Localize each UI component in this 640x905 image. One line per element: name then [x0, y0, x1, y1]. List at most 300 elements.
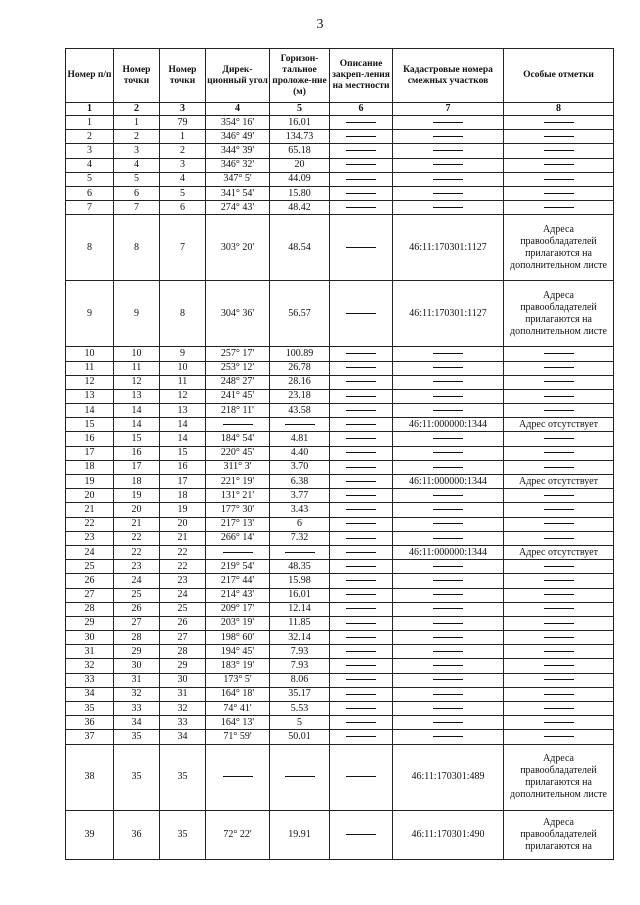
column-number: 1 — [66, 103, 114, 116]
notes-cell — [504, 716, 614, 730]
point-from-cell: 22 — [114, 545, 160, 559]
marking-cell — [330, 560, 393, 574]
point-to-cell: 13 — [160, 404, 206, 418]
point-to-cell: 10 — [160, 361, 206, 375]
notes-cell — [504, 645, 614, 659]
row-number-cell: 13 — [66, 389, 114, 403]
point-from-cell: 20 — [114, 503, 160, 517]
point-from-cell: 14 — [114, 418, 160, 432]
point-from-cell: 14 — [114, 404, 160, 418]
cadastral-number-cell — [393, 631, 504, 645]
notes-cell — [504, 130, 614, 144]
dash-mark — [433, 467, 463, 468]
dash-mark — [544, 722, 574, 723]
row-number-cell: 23 — [66, 531, 114, 545]
marking-cell — [330, 588, 393, 602]
bearing-cell: 217° 13' — [206, 517, 270, 531]
dash-mark — [346, 651, 376, 652]
page-number: 3 — [316, 17, 324, 32]
cadastral-number-cell: 46:11:000000:1344 — [393, 545, 504, 559]
marking-cell — [330, 673, 393, 687]
dash-mark — [346, 608, 376, 609]
table-row — [66, 702, 614, 716]
dash-mark — [544, 193, 574, 194]
bearing-cell: 219° 54' — [206, 560, 270, 574]
dash-mark — [346, 381, 376, 382]
dash-mark — [346, 523, 376, 524]
point-from-cell: 33 — [114, 702, 160, 716]
bearing-cell: 347° 5' — [206, 172, 270, 186]
row-number-cell: 2 — [66, 130, 114, 144]
distance-cell: 28.16 — [270, 375, 330, 389]
table-row — [66, 130, 614, 144]
column-number-row — [66, 103, 614, 116]
row-number-cell: 7 — [66, 201, 114, 215]
cadastral-number-cell — [393, 186, 504, 200]
row-number-cell: 6 — [66, 186, 114, 200]
bearing-cell: 266° 14' — [206, 531, 270, 545]
notes-cell — [504, 389, 614, 403]
distance-cell: 3.77 — [270, 489, 330, 503]
bearing-cell: 253° 12' — [206, 361, 270, 375]
cadastral-number-cell: 46:11:000000:1344 — [393, 418, 504, 432]
cadastral-number-cell — [393, 347, 504, 361]
cadastral-number-cell — [393, 645, 504, 659]
dash-mark — [346, 580, 376, 581]
header-cell: Горизон-тальное проложе-ние (м) — [270, 49, 330, 103]
point-to-cell: 79 — [160, 116, 206, 130]
dash-mark — [346, 665, 376, 666]
bearing-cell: 241° 45' — [206, 389, 270, 403]
row-number-cell: 5 — [66, 172, 114, 186]
point-to-cell: 22 — [160, 560, 206, 574]
column-number: 3 — [160, 103, 206, 116]
dash-mark — [346, 623, 376, 624]
cadastral-number-cell — [393, 560, 504, 574]
table-row — [66, 545, 614, 559]
marking-cell — [330, 375, 393, 389]
dash-mark — [433, 367, 463, 368]
row-number-cell: 22 — [66, 517, 114, 531]
table-row — [66, 602, 614, 616]
marking-cell — [330, 347, 393, 361]
notes-cell — [504, 172, 614, 186]
cadastral-number-cell — [393, 116, 504, 130]
distance-cell — [270, 545, 330, 559]
point-to-cell: 2 — [160, 144, 206, 158]
point-to-cell: 5 — [160, 186, 206, 200]
bearing-cell: 72° 22' — [206, 810, 270, 859]
distance-cell: 100.89 — [270, 347, 330, 361]
distance-cell: 65.18 — [270, 144, 330, 158]
point-to-cell: 29 — [160, 659, 206, 673]
cadastral-number-cell — [393, 602, 504, 616]
dash-mark — [433, 665, 463, 666]
point-to-cell: 1 — [160, 130, 206, 144]
dash-mark — [433, 580, 463, 581]
row-number-cell: 31 — [66, 645, 114, 659]
marking-cell — [330, 460, 393, 474]
marking-cell — [330, 158, 393, 172]
dash-mark — [544, 708, 574, 709]
dash-mark — [433, 179, 463, 180]
bearing-cell: 354° 16' — [206, 116, 270, 130]
point-from-cell: 19 — [114, 489, 160, 503]
dash-mark — [433, 122, 463, 123]
dash-mark — [544, 136, 574, 137]
distance-cell: 50.01 — [270, 730, 330, 744]
marking-cell — [330, 545, 393, 559]
point-from-cell: 17 — [114, 460, 160, 474]
bearing-cell — [206, 418, 270, 432]
row-number-cell: 36 — [66, 716, 114, 730]
point-to-cell: 30 — [160, 673, 206, 687]
point-to-cell: 24 — [160, 588, 206, 602]
cadastral-number-cell — [393, 144, 504, 158]
distance-cell: 5 — [270, 716, 330, 730]
table-row — [66, 144, 614, 158]
cadastral-number-cell — [393, 659, 504, 673]
notes-cell — [504, 517, 614, 531]
distance-cell: 20 — [270, 158, 330, 172]
bearing-cell: 346° 49' — [206, 130, 270, 144]
distance-cell: 5.53 — [270, 702, 330, 716]
dash-mark — [544, 207, 574, 208]
marking-cell — [330, 616, 393, 630]
point-to-cell: 16 — [160, 460, 206, 474]
distance-cell: 16.01 — [270, 588, 330, 602]
row-number-cell: 24 — [66, 545, 114, 559]
distance-cell: 48.42 — [270, 201, 330, 215]
row-number-cell: 12 — [66, 375, 114, 389]
dash-mark — [433, 193, 463, 194]
point-to-cell: 34 — [160, 730, 206, 744]
point-to-cell: 8 — [160, 281, 206, 347]
marking-cell — [330, 172, 393, 186]
distance-cell: 23.18 — [270, 389, 330, 403]
bearing-cell: 203° 19' — [206, 616, 270, 630]
cadastral-number-cell — [393, 574, 504, 588]
header-cell: Номер п/п — [66, 49, 114, 103]
point-from-cell: 1 — [114, 116, 160, 130]
point-from-cell: 7 — [114, 201, 160, 215]
table-row — [66, 460, 614, 474]
row-number-cell: 8 — [66, 215, 114, 281]
cadastral-number-cell — [393, 389, 504, 403]
bearing-cell: 220° 45' — [206, 446, 270, 460]
distance-cell: 15.80 — [270, 186, 330, 200]
marking-cell — [330, 404, 393, 418]
point-from-cell: 6 — [114, 186, 160, 200]
notes-cell — [504, 361, 614, 375]
bearing-cell: 198° 60' — [206, 631, 270, 645]
table-row — [66, 361, 614, 375]
dash-mark — [433, 694, 463, 695]
cadastral-number-cell — [393, 460, 504, 474]
header-cell: Кадастровые номера смежных участков — [393, 49, 504, 103]
marking-cell — [330, 201, 393, 215]
notes-cell — [504, 673, 614, 687]
dash-mark — [544, 467, 574, 468]
table-row — [66, 673, 614, 687]
table-row — [66, 281, 614, 347]
dash-mark — [544, 410, 574, 411]
point-to-cell: 3 — [160, 158, 206, 172]
cadastral-number-cell — [393, 531, 504, 545]
point-to-cell: 26 — [160, 616, 206, 630]
row-number-cell: 18 — [66, 460, 114, 474]
dash-mark — [346, 438, 376, 439]
row-number-cell: 15 — [66, 418, 114, 432]
dash-mark — [544, 623, 574, 624]
dash-mark — [346, 594, 376, 595]
dash-mark — [433, 353, 463, 354]
marking-cell — [330, 130, 393, 144]
table-row — [66, 475, 614, 489]
header-cell: Номер точки — [114, 49, 160, 103]
dash-mark — [346, 396, 376, 397]
cadastral-number-cell — [393, 687, 504, 701]
row-number-cell: 35 — [66, 702, 114, 716]
row-number-cell: 17 — [66, 446, 114, 460]
dash-mark — [544, 665, 574, 666]
notes-cell — [504, 432, 614, 446]
dash-mark — [346, 150, 376, 151]
dash-mark — [544, 594, 574, 595]
bearing-cell: 131° 21' — [206, 489, 270, 503]
notes-cell — [504, 560, 614, 574]
table-row — [66, 489, 614, 503]
distance-cell: 7.32 — [270, 531, 330, 545]
dash-mark — [544, 495, 574, 496]
marking-cell — [330, 659, 393, 673]
dash-mark — [285, 424, 315, 425]
dash-mark — [544, 538, 574, 539]
bearing-cell: 74° 41' — [206, 702, 270, 716]
marking-cell — [330, 517, 393, 531]
dash-mark — [285, 776, 315, 777]
dash-mark — [544, 694, 574, 695]
point-to-cell: 15 — [160, 446, 206, 460]
column-number: 6 — [330, 103, 393, 116]
dash-mark — [433, 396, 463, 397]
dash-mark — [223, 552, 253, 553]
point-from-cell: 32 — [114, 687, 160, 701]
row-number-cell: 20 — [66, 489, 114, 503]
point-to-cell: 32 — [160, 702, 206, 716]
dash-mark — [346, 467, 376, 468]
point-from-cell: 35 — [114, 744, 160, 810]
table-row — [66, 116, 614, 130]
dash-mark — [285, 552, 315, 553]
cadastral-number-cell — [393, 201, 504, 215]
column-number: 5 — [270, 103, 330, 116]
dash-mark — [346, 834, 376, 835]
dash-mark — [346, 313, 376, 314]
cadastral-number-cell — [393, 158, 504, 172]
dash-mark — [544, 367, 574, 368]
point-from-cell: 15 — [114, 432, 160, 446]
bearing-cell: 164° 13' — [206, 716, 270, 730]
table-row — [66, 531, 614, 545]
header-cell: Особые отметки — [504, 49, 614, 103]
dash-mark — [346, 179, 376, 180]
point-to-cell: 33 — [160, 716, 206, 730]
notes-cell — [504, 489, 614, 503]
dash-mark — [544, 736, 574, 737]
distance-cell: 12.14 — [270, 602, 330, 616]
point-to-cell: 6 — [160, 201, 206, 215]
distance-cell: 44.09 — [270, 172, 330, 186]
notes-cell: Адрес отсутствует — [504, 545, 614, 559]
dash-mark — [433, 509, 463, 510]
row-number-cell: 30 — [66, 631, 114, 645]
notes-cell — [504, 574, 614, 588]
marking-cell — [330, 687, 393, 701]
row-number-cell: 39 — [66, 810, 114, 859]
dash-mark — [346, 353, 376, 354]
point-from-cell: 5 — [114, 172, 160, 186]
point-to-cell: 7 — [160, 215, 206, 281]
row-number-cell: 25 — [66, 560, 114, 574]
dash-mark — [544, 381, 574, 382]
bearing-cell: 303° 20' — [206, 215, 270, 281]
table-body — [66, 103, 614, 860]
distance-cell: 7.93 — [270, 645, 330, 659]
marking-cell — [330, 810, 393, 859]
marking-cell — [330, 489, 393, 503]
distance-cell: 3.70 — [270, 460, 330, 474]
cadastral-number-cell — [393, 517, 504, 531]
point-to-cell: 14 — [160, 418, 206, 432]
table-row — [66, 744, 614, 810]
row-number-cell: 26 — [66, 574, 114, 588]
notes-cell — [504, 687, 614, 701]
cadastral-number-cell — [393, 673, 504, 687]
cadastral-number-cell: 46:11:000000:1344 — [393, 475, 504, 489]
dash-mark — [544, 566, 574, 567]
dash-mark — [433, 679, 463, 680]
table-row — [66, 517, 614, 531]
table-row — [66, 158, 614, 172]
point-from-cell: 4 — [114, 158, 160, 172]
point-to-cell: 14 — [160, 432, 206, 446]
bearing-cell: 177° 30' — [206, 503, 270, 517]
distance-cell: 48.35 — [270, 560, 330, 574]
point-from-cell: 36 — [114, 810, 160, 859]
notes-cell: Адреса правообладателей прилагаются на дополнительном листе — [504, 744, 614, 810]
dash-mark — [346, 122, 376, 123]
row-number-cell: 3 — [66, 144, 114, 158]
row-number-cell: 29 — [66, 616, 114, 630]
row-number-cell: 28 — [66, 602, 114, 616]
boundary-table — [65, 48, 614, 860]
row-number-cell: 4 — [66, 158, 114, 172]
bearing-cell: 221° 19' — [206, 475, 270, 489]
marking-cell — [330, 574, 393, 588]
table-row — [66, 201, 614, 215]
dash-mark — [346, 694, 376, 695]
marking-cell — [330, 631, 393, 645]
notes-cell: Адрес отсутствует — [504, 475, 614, 489]
distance-cell: 7.93 — [270, 659, 330, 673]
notes-cell — [504, 531, 614, 545]
bearing-cell: 274° 43' — [206, 201, 270, 215]
bearing-cell: 311° 3' — [206, 460, 270, 474]
bearing-cell: 71° 59' — [206, 730, 270, 744]
marking-cell — [330, 645, 393, 659]
table-row — [66, 810, 614, 859]
point-to-cell: 22 — [160, 545, 206, 559]
distance-cell: 43.58 — [270, 404, 330, 418]
table-row — [66, 446, 614, 460]
table-row — [66, 574, 614, 588]
bearing-cell: 346° 32' — [206, 158, 270, 172]
point-from-cell: 30 — [114, 659, 160, 673]
point-to-cell: 4 — [160, 172, 206, 186]
dash-mark — [346, 679, 376, 680]
distance-cell — [270, 418, 330, 432]
bearing-cell: 217° 44' — [206, 574, 270, 588]
point-from-cell: 8 — [114, 215, 160, 281]
dash-mark — [544, 509, 574, 510]
table-row — [66, 503, 614, 517]
bearing-cell: 164° 18' — [206, 687, 270, 701]
distance-cell: 4.81 — [270, 432, 330, 446]
point-to-cell: 21 — [160, 531, 206, 545]
marking-cell — [330, 281, 393, 347]
dash-mark — [433, 452, 463, 453]
point-to-cell: 11 — [160, 375, 206, 389]
table-row — [66, 730, 614, 744]
cadastral-number-cell — [393, 588, 504, 602]
header-cell: Описание закреп-ления на местности — [330, 49, 393, 103]
dash-mark — [544, 396, 574, 397]
dash-mark — [346, 637, 376, 638]
notes-cell — [504, 446, 614, 460]
dash-mark — [544, 150, 574, 151]
table-row — [66, 418, 614, 432]
marking-cell — [330, 475, 393, 489]
point-from-cell: 12 — [114, 375, 160, 389]
row-number-cell: 11 — [66, 361, 114, 375]
dash-mark — [346, 722, 376, 723]
point-from-cell: 35 — [114, 730, 160, 744]
dash-mark — [346, 481, 376, 482]
marking-cell — [330, 730, 393, 744]
marking-cell — [330, 116, 393, 130]
point-from-cell: 25 — [114, 588, 160, 602]
dash-mark — [433, 608, 463, 609]
point-to-cell: 20 — [160, 517, 206, 531]
marking-cell — [330, 446, 393, 460]
point-from-cell: 24 — [114, 574, 160, 588]
dash-mark — [544, 608, 574, 609]
distance-cell: 19.91 — [270, 810, 330, 859]
dash-mark — [346, 708, 376, 709]
cadastral-number-cell — [393, 702, 504, 716]
distance-cell: 16.01 — [270, 116, 330, 130]
dash-mark — [433, 637, 463, 638]
point-from-cell: 26 — [114, 602, 160, 616]
point-from-cell: 29 — [114, 645, 160, 659]
distance-cell: 8.06 — [270, 673, 330, 687]
table-row — [66, 687, 614, 701]
cadastral-number-cell: 46:11:170301:1127 — [393, 281, 504, 347]
dash-mark — [346, 509, 376, 510]
table-row — [66, 659, 614, 673]
marking-cell — [330, 389, 393, 403]
